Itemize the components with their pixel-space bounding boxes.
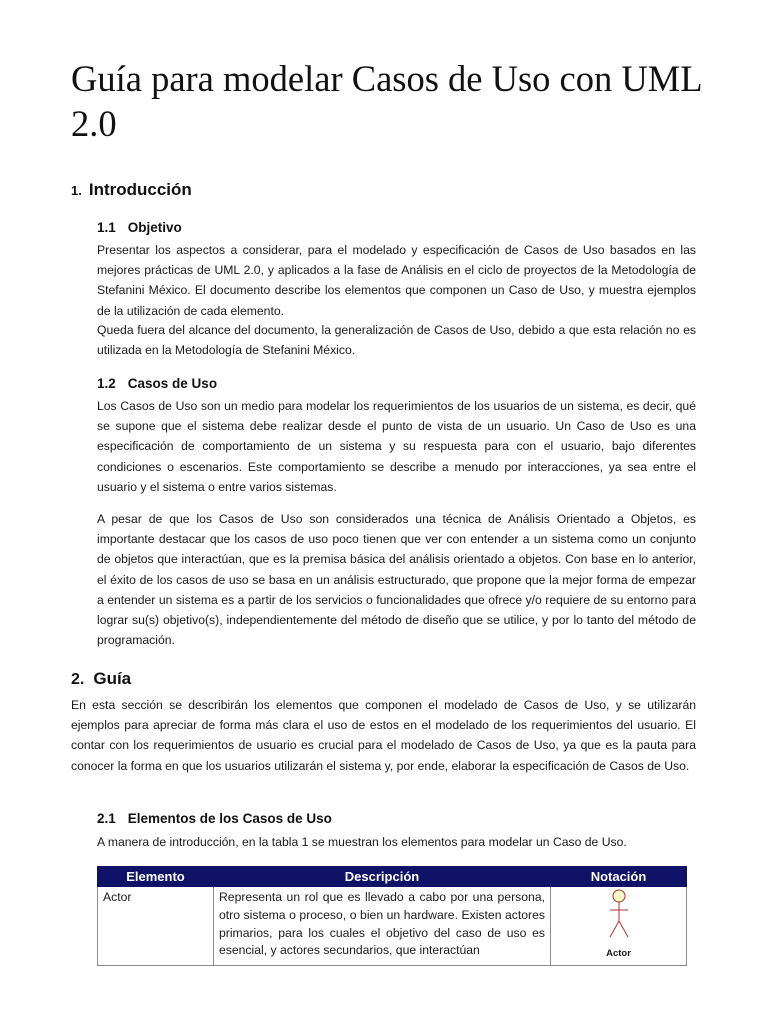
actor-notation-label: Actor [606, 947, 631, 959]
header-elemento: Elemento [98, 867, 214, 887]
section-2-1-heading [97, 811, 332, 826]
cell-elemento: Actor [98, 887, 214, 966]
document-title: Guía para modelar Casos de Uso con UML 2.0 [71, 58, 702, 144]
casos-de-uso-paragraph-1: Los Casos de Uso son un medio para modelar los requerimientos de los usuarios de un sistema, es decir, qué se supone que el sistema debe realizar desde el punto de vista de un usuario. Un Caso de Uso es una especificación de comportamiento de un sistema y su respuesta para con el usuario, bajo diferentes condiciones o escenarios. Este comportamiento se describe a menudo por interacciones, ya sea entre el usuario y el sistema o entre varios sistemas. [97, 399, 696, 494]
section-1-1-number: 1.1 [97, 220, 116, 235]
section-1-2-heading [97, 376, 217, 391]
section-2-1-number: 2.1 [97, 811, 116, 826]
section-1-1-heading [97, 220, 182, 235]
actor-icon [604, 889, 634, 941]
section-1-1-title: Objetivo [127, 220, 182, 235]
section-2-number: 2. [71, 671, 85, 688]
table-header-row [98, 867, 687, 887]
section-2-heading [71, 669, 131, 689]
header-notacion: Notación [551, 867, 687, 887]
casos-de-uso-paragraph-2: A pesar de que los Casos de Uso son considerados una técnica de Análisis Orientado a Objetos, es importante destacar que los casos de uso poco tienen que ver con entender a un sistema como un conjunto de objetos que interactúan, que es la premisa básica del análisis orientado a objetos. Con base en lo anterior, el éxito de los casos de uso se basa en un análisis estructurado, que propone que la mejor forma de empezar a entender un sistema es a partir de los servicios o funcionalidades que ofrece y/o requiere de su entorno para lograr su(s) objetivo(s), independientemente del método de diseño que se utilice, y por lo tanto del método de programación. [97, 512, 696, 648]
elements-table [97, 866, 687, 966]
elementos-intro-paragraph: A manera de introducción, en la tabla 1 se muestran los elementos para modelar un Caso de Uso. [97, 835, 627, 849]
section-1-2-title: Casos de Uso [127, 376, 218, 391]
table-row [98, 887, 687, 966]
section-2-title: Guía [93, 669, 132, 688]
cell-notacion [551, 887, 687, 966]
section-1-2-number: 1.2 [97, 376, 116, 391]
section-2-1-title: Elementos de los Casos de Uso [127, 811, 332, 826]
section-1-heading [71, 180, 192, 200]
objetivo-paragraph-2: Queda fuera del alcance del documento, la generalización de Casos de Uso, debido a que esta relación no es utilizada en la Metodología de Stefanini México. [97, 323, 696, 358]
objetivo-paragraph-1: Presentar los aspectos a considerar, para el modelado y especificación de Casos de Uso basados en las mejores prácticas de UML 2.0, y aplicados a la fase de Análisis en el ciclo de proyectos de la Metodología de Stefanini México. El documento describe los elementos que componen un Caso de Uso, y muestra ejemplos de la utilización de cada elemento. [97, 243, 696, 318]
section-1-title: Introducción [88, 180, 192, 199]
header-descripcion: Descripción [214, 867, 551, 887]
guia-paragraph: En esta sección se describirán los elementos que componen el modelado de Casos de Uso, y se utilizarán ejemplos para apreciar de forma más clara el uso de estos en el modelado de los requerimientos del usuario. El contar con los requerimientos de usuario es crucial para el modelado de Casos de Uso, ya que es la pauta para conocer la forma en que los usuarios utilizarán el sistema y, por ende, elaborar la especificación de Casos de Uso. [71, 698, 696, 773]
section-1-number: 1. [71, 183, 82, 198]
cell-descripcion: Representa un rol que es llevado a cabo por una persona, otro sistema o proceso, o bien un hardware. Existen actores primarios, para los cuales el objetivo del caso de uso es esencial, y actores secundarios, que interactúan [214, 887, 551, 966]
